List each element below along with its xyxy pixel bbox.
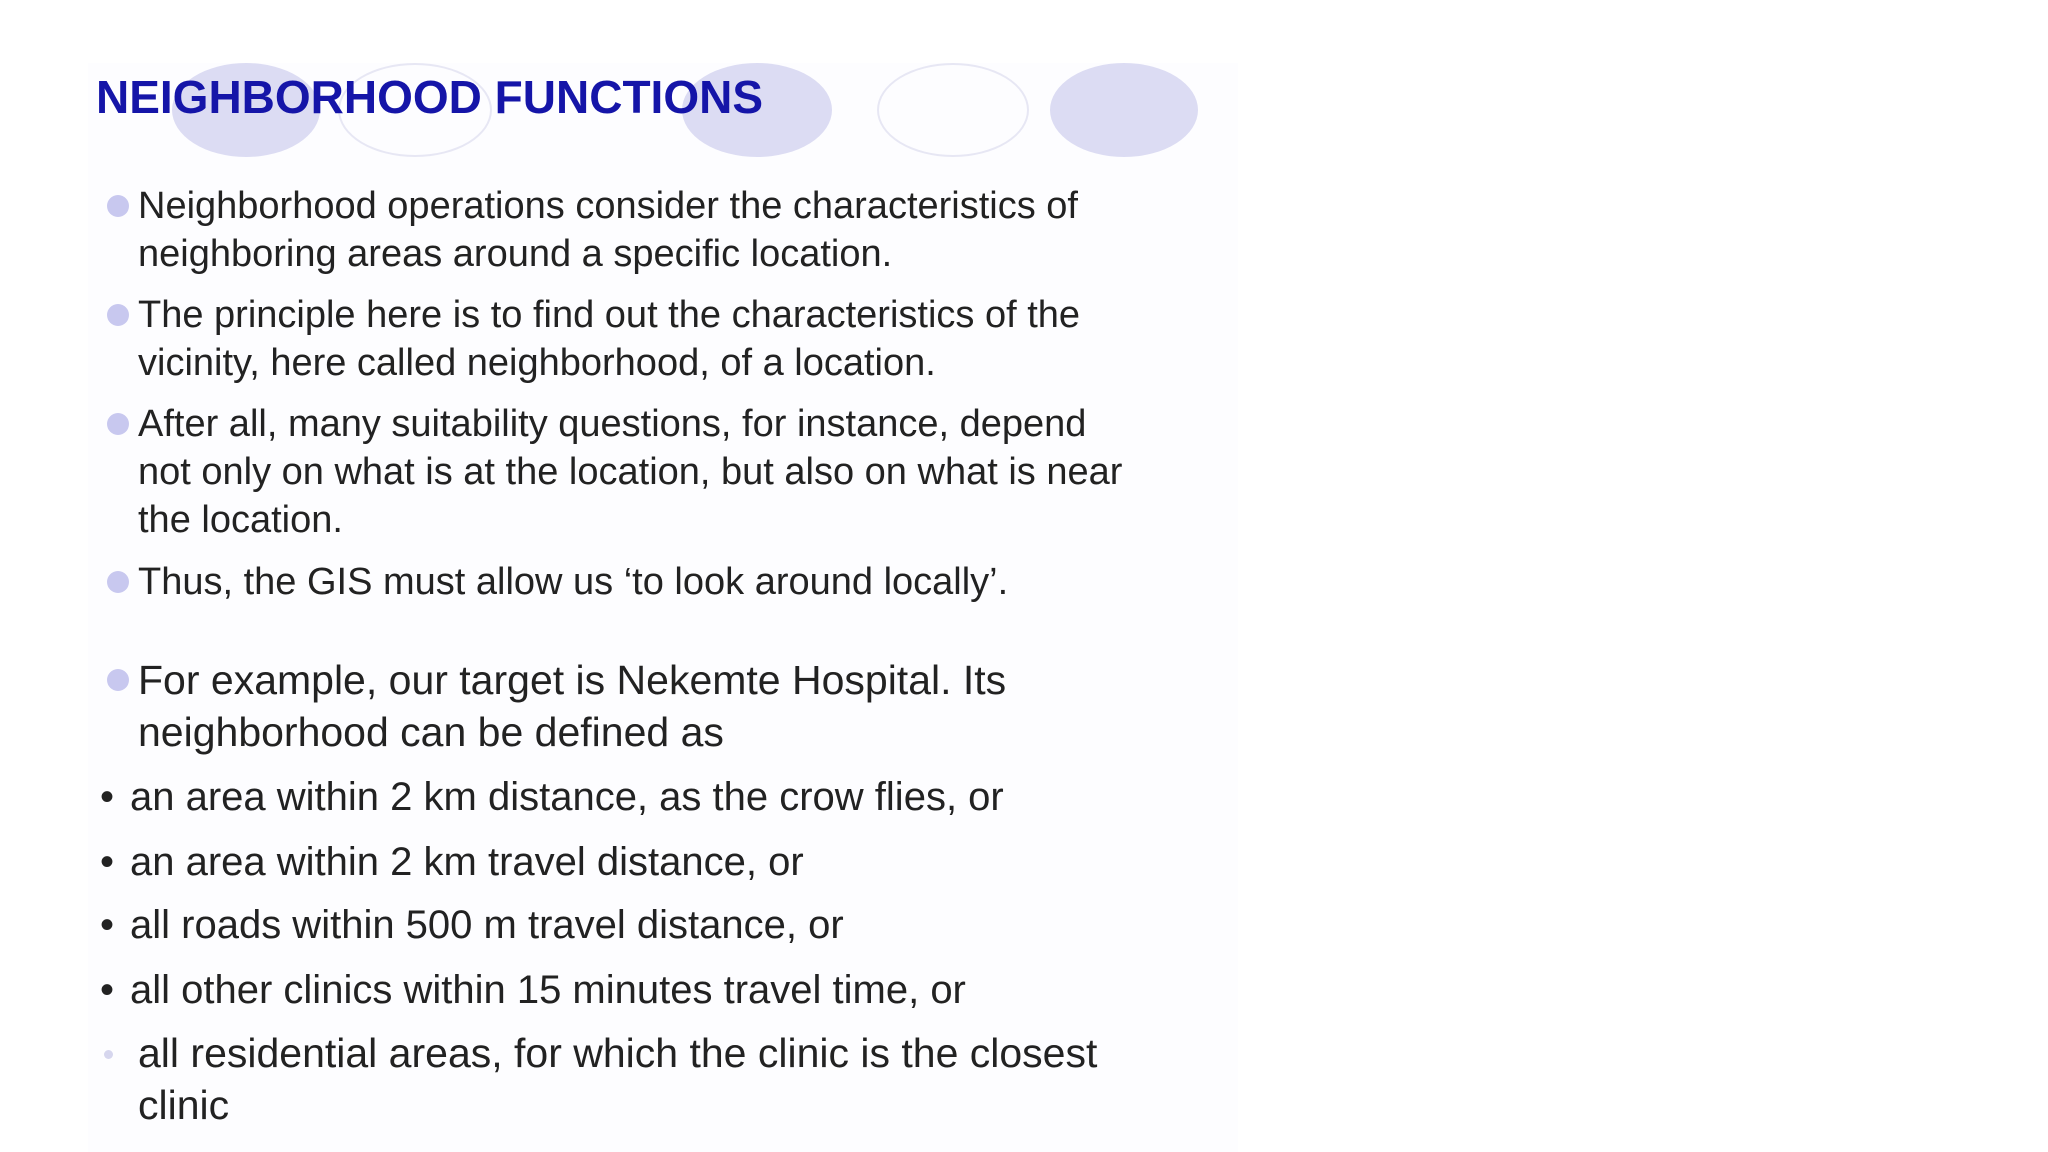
bullet-text-line: Neighborhood operations consider the characteristics of (138, 185, 1078, 227)
bullet-text-line: For example, our target is Nekemte Hospital. Its (138, 657, 1007, 703)
sub-list-item (100, 837, 804, 887)
sub-item-text: an area within 2 km travel distance, or (130, 840, 804, 884)
sub-list-item (100, 772, 1004, 822)
decorative-circle (1050, 63, 1198, 157)
bullet-text-line: Thus, the GIS must allow us ‘to look around locally’. (138, 561, 1009, 603)
bullet-dot-icon (107, 413, 129, 435)
last-list-item (138, 1027, 1228, 1131)
bullet-text-line: the location. (138, 499, 343, 541)
bullet-text-line: clinic (138, 1082, 230, 1128)
bullet-text-line: neighborhood can be defined as (138, 709, 724, 755)
bullet-dot-icon (107, 571, 129, 593)
bullet-text-line: not only on what is at the location, but also on what is near (138, 451, 1123, 493)
bullet-text-line: The principle here is to find out the characteristics of the (138, 294, 1081, 336)
sub-bullet-glyph: • (100, 775, 115, 819)
slide-title: NEIGHBORHOOD FUNCTIONS (96, 71, 763, 123)
sub-list-item (100, 965, 966, 1015)
bullet-item (138, 291, 1228, 387)
sub-bullet-glyph: • (100, 840, 115, 884)
bullet-item (138, 558, 1228, 606)
faint-bullet-icon (104, 1050, 113, 1059)
bullet-text-line: neighboring areas around a specific location. (138, 233, 893, 275)
bullet-text-line: After all, many suitability questions, for instance, depend (138, 403, 1087, 445)
bullet-dot-icon (107, 669, 129, 691)
sub-item-text: all roads within 500 m travel distance, or (130, 903, 844, 947)
bullet-dot-icon (107, 195, 129, 217)
sub-item-text: an area within 2 km distance, as the crow flies, or (130, 775, 1004, 819)
bullet-text-line: all residential areas, for which the clinic is the closest (138, 1030, 1098, 1076)
sub-bullet-glyph: • (100, 968, 115, 1012)
bullet-item (138, 400, 1228, 544)
sub-bullet-glyph: • (100, 903, 115, 947)
bullet-item (138, 654, 1228, 758)
decorative-circle (877, 63, 1029, 157)
bullet-text-line: vicinity, here called neighborhood, of a location. (138, 342, 936, 384)
sub-item-text: all other clinics within 15 minutes travel time, or (130, 968, 966, 1012)
bullet-item (138, 182, 1228, 278)
bullet-dot-icon (107, 304, 129, 326)
sub-list-item (100, 900, 844, 950)
